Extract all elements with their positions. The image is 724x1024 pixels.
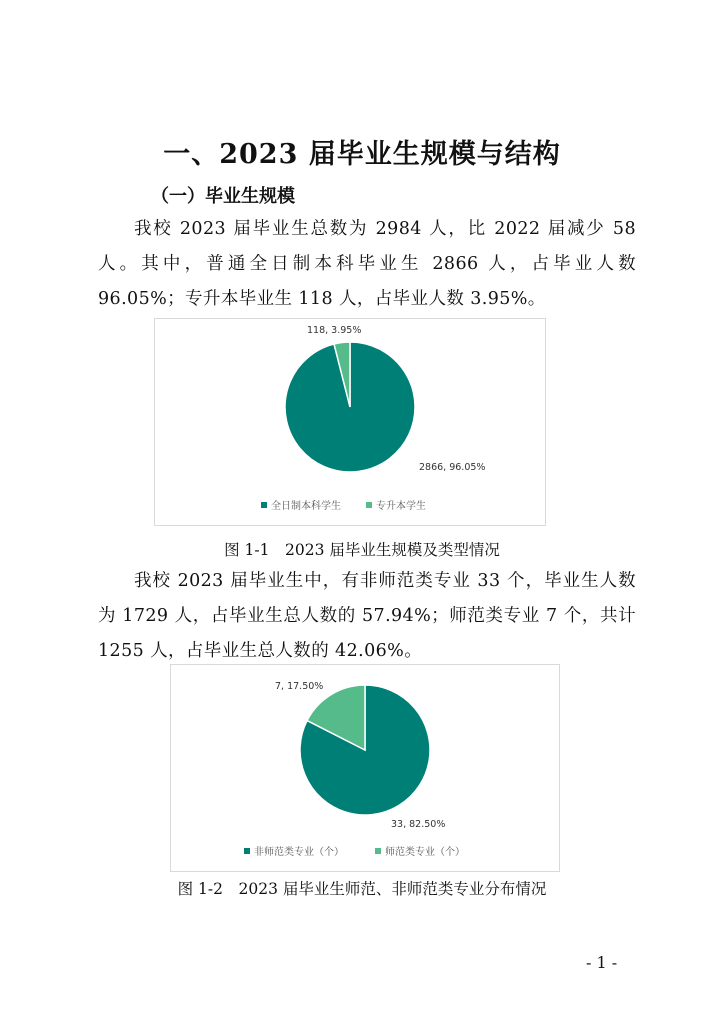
chart-legend xyxy=(261,499,426,512)
pie-chart-svg xyxy=(155,319,545,525)
legend-swatch-zhuanshengben xyxy=(366,502,372,508)
legend-label-quanrizhi: 全日制本科学生 xyxy=(271,501,341,512)
legend-swatch-shifan xyxy=(375,848,381,854)
pie-chart-major-type xyxy=(170,664,560,872)
paragraph-major-distribution: 我校 2023 届毕业生中，有非师范类专业 33 个，毕业生人数为 1729 人，占毕业生总人数的 57.94%；师范类专业 7 个，共计 1255 人，占毕业生总人数的 42.06%。 xyxy=(98,571,636,661)
legend-label-zhuanshengben: 专升本学生 xyxy=(376,501,426,512)
legend-label-feishifan: 非师范类专业（个） xyxy=(254,847,344,858)
legend-swatch-feishifan xyxy=(244,848,250,854)
data-label-feishifan: 33, 82.50% xyxy=(391,819,446,830)
figure-caption-1: 图 1-1 2023 届毕业生规模及类型情况 xyxy=(224,541,500,559)
figure-caption-2: 图 1-2 2023 届毕业生师范、非师范类专业分布情况 xyxy=(177,880,547,898)
data-label-zhuanshengben: 118, 3.95% xyxy=(307,325,362,336)
pie-chart-svg xyxy=(171,665,559,871)
section-heading: 一、2023 届毕业生规模与结构 xyxy=(163,139,561,170)
legend-label-shifan: 师范类专业（个） xyxy=(385,847,465,858)
page-number: - 1 - xyxy=(586,953,618,972)
data-label-quanrizhi: 2866, 96.05% xyxy=(419,462,486,473)
legend-swatch-quanrizhi xyxy=(261,502,267,508)
pie-slices xyxy=(300,685,430,815)
pie-slices xyxy=(285,342,415,472)
data-label-shifan: 7, 17.50% xyxy=(275,681,324,692)
chart-legend xyxy=(244,845,465,858)
subsection-heading: （一）毕业生规模 xyxy=(151,186,295,207)
pie-chart-graduate-type xyxy=(154,318,546,526)
paragraph-graduate-scale: 我校 2023 届毕业生总数为 2984 人，比 2022 届减少 58 人。其中，普通全日制本科毕业生 2866 人，占毕业人数 96.05%；专升本毕业生 118 人，占毕业人数 3.95%。 xyxy=(98,219,636,309)
